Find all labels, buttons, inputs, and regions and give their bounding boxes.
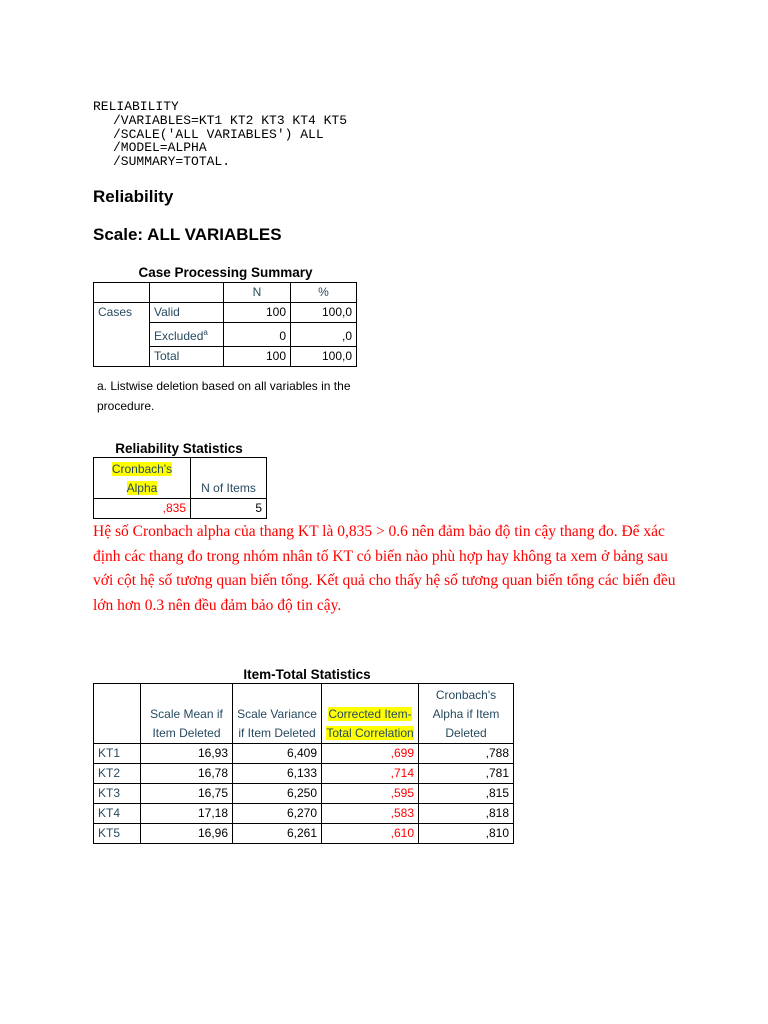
header-line: if Item Deleted	[238, 726, 316, 740]
header-line: Alpha if Item	[432, 707, 500, 721]
table-cell: 100,0	[291, 303, 357, 323]
table-cell: ,699	[322, 744, 419, 764]
footnote-marker: a	[203, 328, 208, 337]
table-corner	[94, 684, 141, 744]
header-line: Scale Mean if	[150, 707, 223, 721]
table-cell: 100	[224, 303, 291, 323]
col-header-alpha	[94, 458, 191, 499]
col-header-scale-variance	[233, 684, 322, 744]
table-row	[94, 744, 514, 764]
table-cell: 6,250	[233, 784, 322, 804]
table-corner	[94, 283, 150, 303]
table-cell: ,595	[322, 784, 419, 804]
interpretation-paragraph: Hệ số Cronbach alpha của thang KT là 0,835 > 0.6 nên đảm bảo độ tin cậy thang đo. Để xác định các thang đo trong nhóm nhân tố KT có biến nào phù hợp hay không ta xem ở bảng sau với cột hệ số tương quan biến tổng. Kết quả cho thấy hệ số tương quan biến tổng các biến đều lớn hơn 0.3 nên đều đảm bảo độ tin cậy.	[93, 523, 676, 614]
row-label-item: KT4	[94, 804, 141, 824]
row-label-excluded	[150, 323, 224, 347]
header-line: Deleted	[445, 726, 487, 740]
table-cell: ,788	[419, 744, 514, 764]
syntax-line: /SUMMARY=TOTAL.	[113, 154, 231, 170]
table-cell: 100,0	[291, 347, 357, 367]
table-cell: 6,270	[233, 804, 322, 824]
table-cell: ,0	[291, 323, 357, 347]
header-line: Item Deleted	[152, 726, 221, 740]
table-cell: 17,18	[141, 804, 233, 824]
case-processing-footnote: a. Listwise deletion based on all variables in the procedure.	[97, 379, 351, 413]
table-cell: 16,78	[141, 764, 233, 784]
item-total-table	[93, 683, 514, 844]
table-cell: 6,409	[233, 744, 322, 764]
header-line: Scale Variance	[237, 707, 317, 721]
syntax-line: /VARIABLES=KT1 KT2 KT3 KT4 KT5	[113, 112, 348, 128]
case-processing-table	[93, 282, 357, 367]
table-row	[94, 804, 514, 824]
reliability-stats-title: Reliability Statistics	[115, 441, 243, 456]
heading-reliability: Reliability	[93, 187, 174, 206]
excluded-label: Excluded	[154, 329, 204, 343]
item-total-title: Item-Total Statistics	[243, 667, 371, 682]
row-label-item: KT3	[94, 784, 141, 804]
table-cell: ,714	[322, 764, 419, 784]
table-cell: ,815	[419, 784, 514, 804]
alpha-value: ,835	[94, 499, 191, 519]
col-header-scale-mean	[141, 684, 233, 744]
row-label-item: KT1	[94, 744, 141, 764]
table-cell: 16,96	[141, 824, 233, 844]
heading-scale: Scale: ALL VARIABLES	[93, 225, 282, 244]
table-cell: ,818	[419, 804, 514, 824]
table-cell: 6,261	[233, 824, 322, 844]
table-cell: 0	[224, 323, 291, 347]
table-cell: 16,93	[141, 744, 233, 764]
alpha-header-line1: Cronbach's	[111, 462, 173, 476]
header-line: Corrected Item-	[328, 707, 412, 721]
row-label-total: Total	[150, 347, 224, 367]
table-cell: 100	[224, 347, 291, 367]
header-line: Total Correlation	[326, 726, 414, 740]
col-header-n: N	[224, 283, 291, 303]
table-cell: ,781	[419, 764, 514, 784]
table-cell: ,583	[322, 804, 419, 824]
col-header-alpha-if-deleted	[419, 684, 514, 744]
table-corner	[150, 283, 224, 303]
syntax-line: /SCALE('ALL VARIABLES') ALL	[113, 126, 324, 142]
table-cell: ,810	[419, 824, 514, 844]
n-items-value: 5	[191, 499, 267, 519]
col-header-n-items: N of Items	[191, 458, 267, 499]
row-group-cases: Cases	[94, 303, 150, 367]
table-cell: 6,133	[233, 764, 322, 784]
syntax-block	[93, 100, 347, 169]
row-label-item: KT5	[94, 824, 141, 844]
header-line: Cronbach's	[435, 688, 497, 702]
col-header-corrected-correlation	[322, 684, 419, 744]
syntax-line: /MODEL=ALPHA	[113, 140, 207, 156]
table-row	[94, 824, 514, 844]
table-cell: 16,75	[141, 784, 233, 804]
syntax-line: RELIABILITY	[93, 99, 179, 114]
table-row	[94, 784, 514, 804]
case-processing-title: Case Processing Summary	[138, 265, 313, 280]
alpha-header-line2: Alpha	[126, 481, 158, 495]
row-label-valid: Valid	[150, 303, 224, 323]
row-label-item: KT2	[94, 764, 141, 784]
reliability-stats-table	[93, 457, 267, 519]
table-cell: ,610	[322, 824, 419, 844]
col-header-pct: %	[291, 283, 357, 303]
table-row	[94, 764, 514, 784]
